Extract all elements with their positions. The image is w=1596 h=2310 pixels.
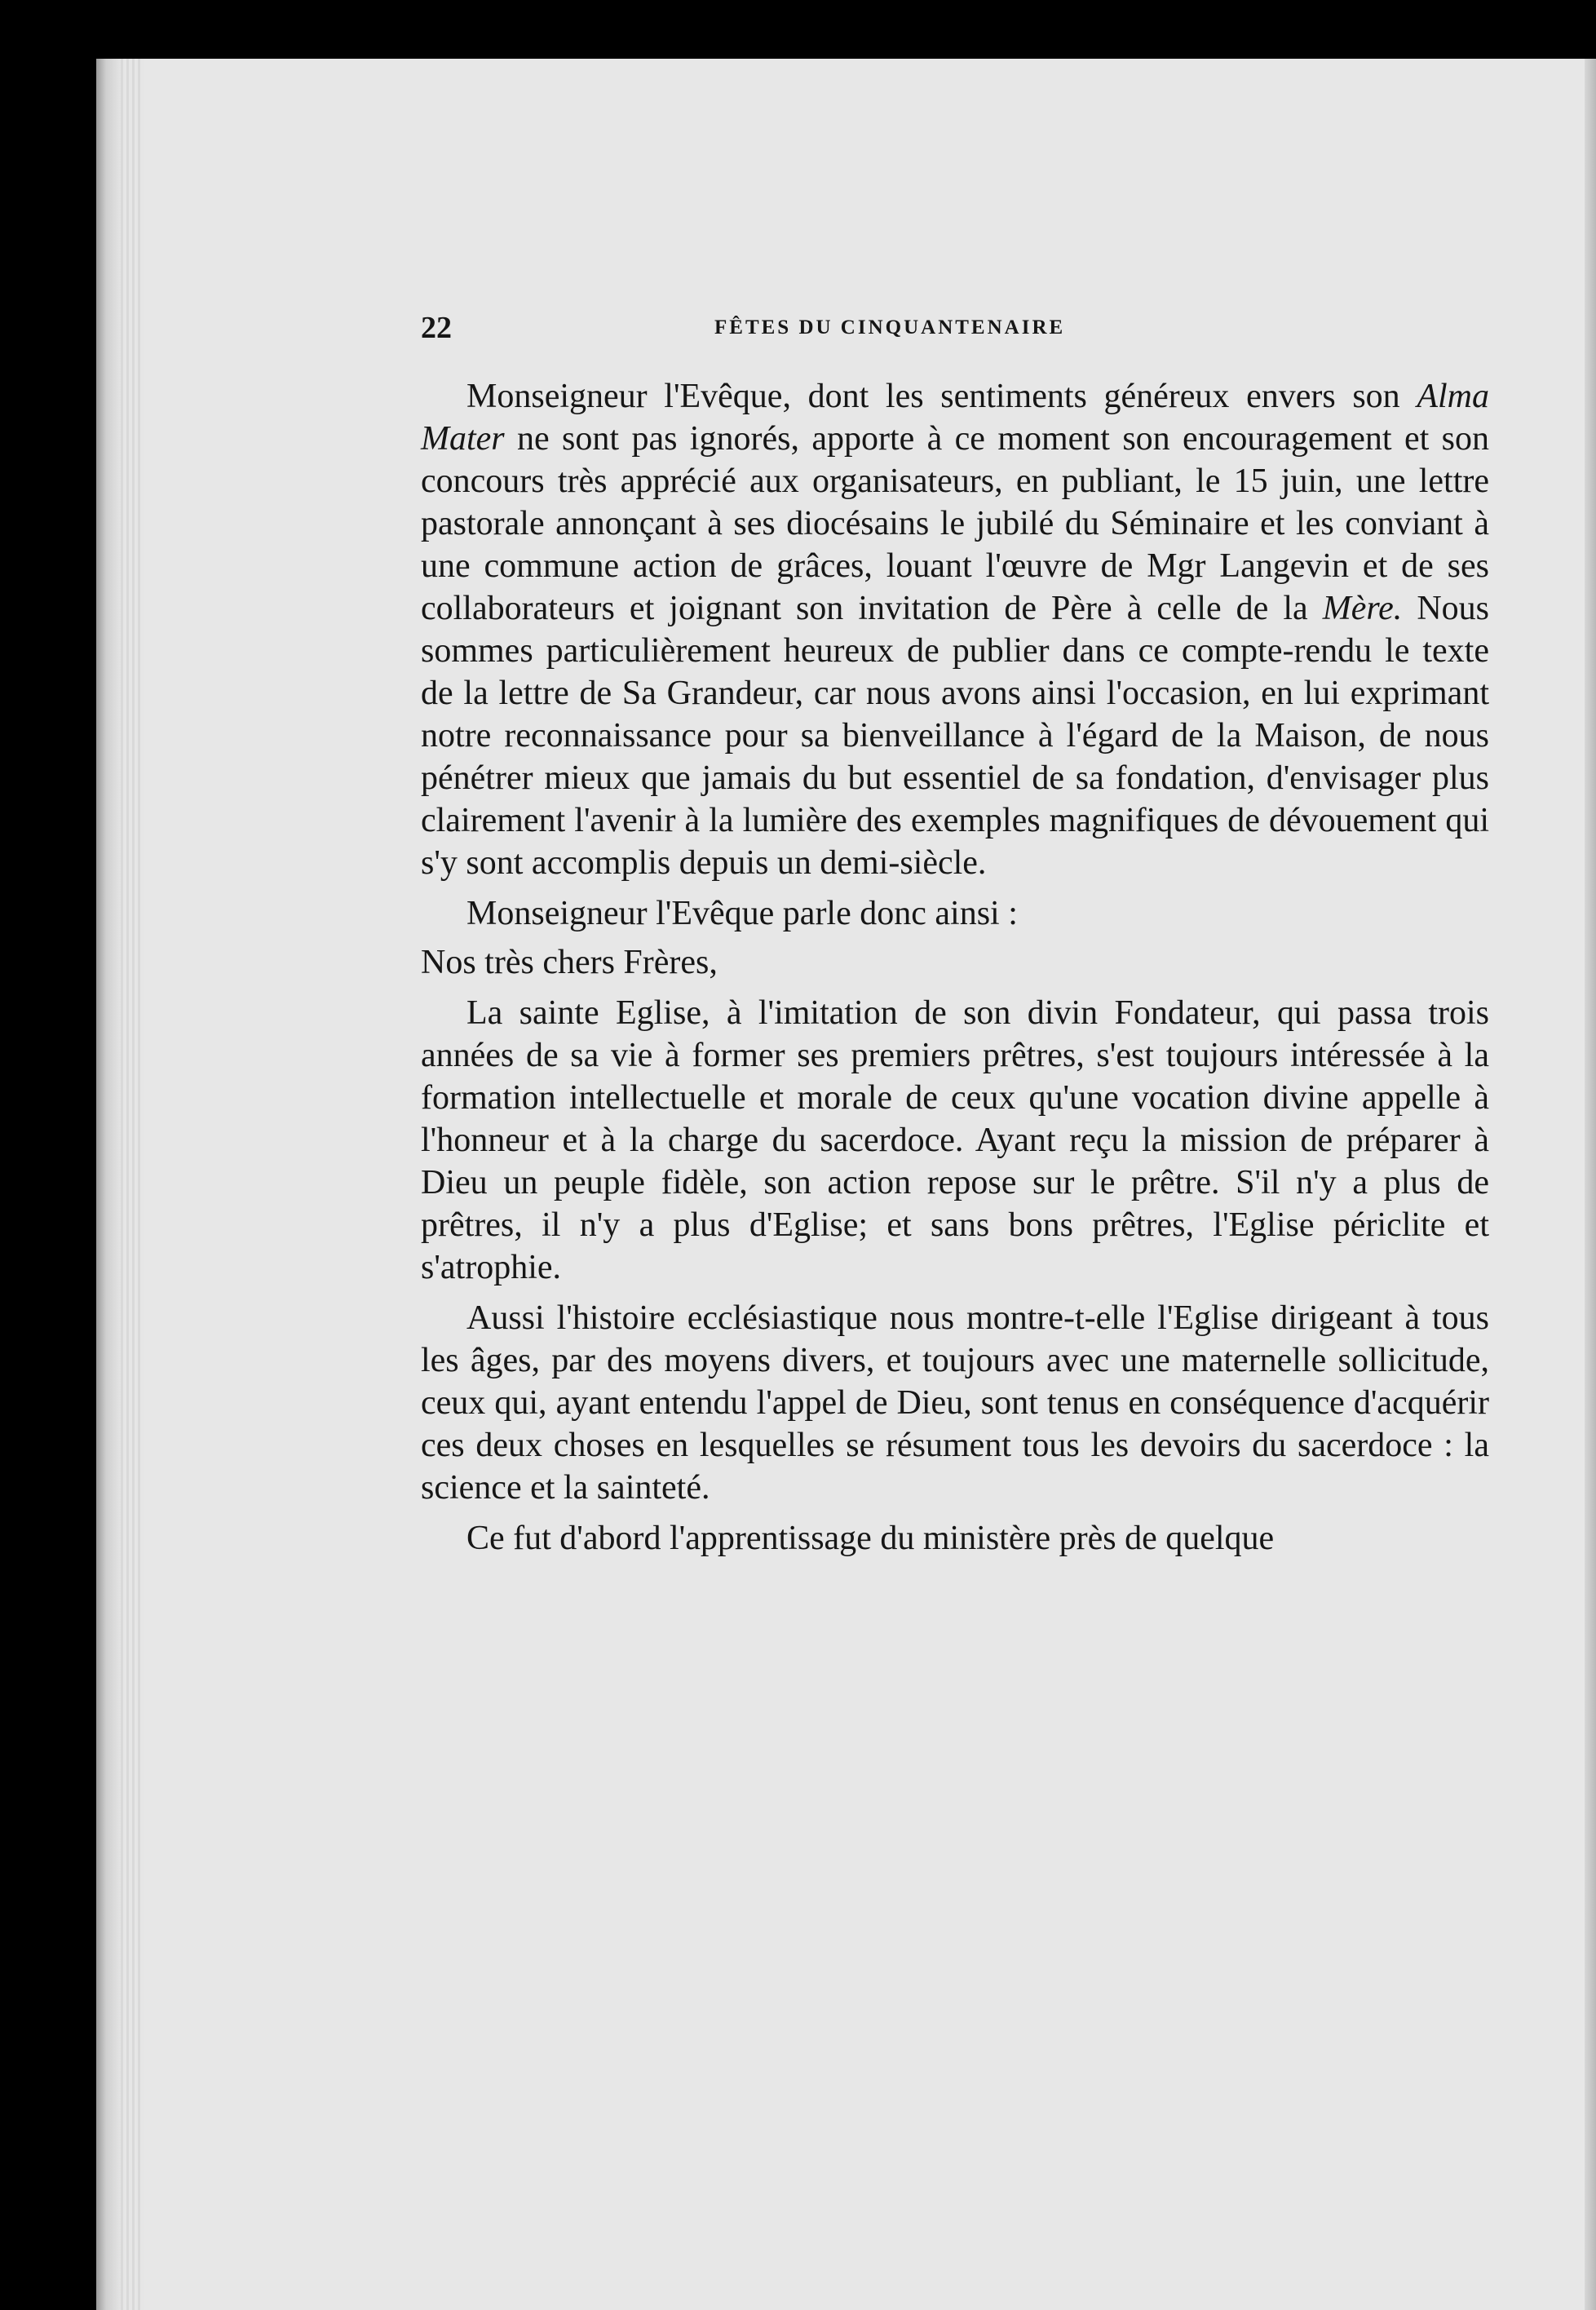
paragraph-5: Ce fut d'abord l'apprentissage du ministère près de quelque (466, 1520, 1275, 1557)
page-number: 22 (421, 311, 452, 345)
paragraph-4: Aussi l'histoire ecclésiastique nous montre-t-elle l'Eglise dirigeant à tous les âges, par des moyens divers, et toujours avec une maternelle sollicitude, ceux qui, ayant entendu l'appel de Dieu, sont tenus en conséquence d'acquérir ces deux choses en lesquelles se résument tous les devoirs du sacerdoce : la science et la sainteté. (421, 1299, 1489, 1507)
paragraph-3: La sainte Eglise, à l'imitation de son divin Fondateur, qui passa trois années de sa vie à former ses premiers prêtres, s'est toujours intéressée à la formation intellectuelle et morale de ceux qu'une vocation divine appelle à l'honneur et à la charge du sacerdoce. Ayant reçu la mission de préparer à Dieu un peuple fidèle, son action repose sur le prêtre. S'il n'y a plus de prêtres, il n'y a plus d'Eglise; et sans bons prêtres, l'Eglise périclite et s'atrophie. (421, 994, 1489, 1286)
page-content (421, 310, 1489, 1568)
page-stack-edge (121, 59, 144, 2310)
running-head (421, 310, 1489, 375)
salutation: Nos très chers Frères, (421, 944, 718, 981)
paragraph-1: Monseigneur l'Evêque, dont les sentiments généreux envers son Alma Mater ne sont pas ignorés, apporte à ce moment son encouragement et son concours très apprécié aux organisateurs, en publiant, le 15 juin, une lettre pastorale annonçant à ses diocésains le jubilé du Séminaire et les conviant à une commune action de grâces, louant l'œuvre de Mgr Langevin et de ses collaborateurs et joignant son invitation de Père à celle de la Mère. Nous sommes particulièrement heureux de publier dans ce compte-rendu le texte de la lettre de Sa Grandeur, car nous avons ainsi l'occasion, en lui exprimant notre reconnaissance pour sa bienveillance à l'égard de la Maison, de nous pénétrer mieux que jamais du but essentiel de sa fondation, d'envisager plus clairement l'avenir à la lumière des exemples magnifiques de dévouement qui s'y sont accomplis depuis un demi-siècle. (421, 378, 1489, 882)
italic-mere: Mère. (1322, 590, 1403, 627)
italic-alma-mater: Alma Mater (421, 378, 1489, 458)
page-right-shadow (1585, 59, 1596, 2310)
page-binding-shadow (96, 59, 121, 2310)
paragraph-2: Monseigneur l'Evêque parle donc ainsi : (466, 895, 1018, 932)
running-title: FÊTES DU CINQUANTENAIRE (714, 316, 1066, 339)
